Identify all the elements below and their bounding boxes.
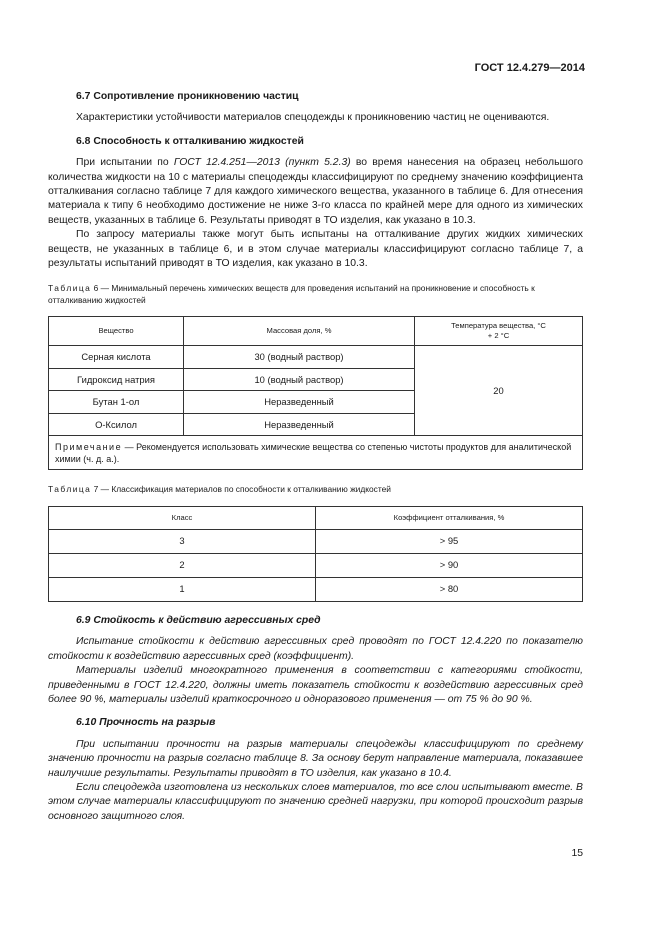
table-row	[49, 553, 583, 577]
table-7-caption	[48, 484, 583, 496]
cell: 10 (водный раствор)	[184, 368, 415, 391]
paragraph: Материалы изделий многократного применения в соответствии с категориями стойкости, приведенными в ГОСТ 12.4.220, должны иметь показатель стойкости к воздействию агрессивных сред более 90 %, материалы изделий краткосрочного и одноразового применения — от 75 % до 90 %.	[48, 665, 583, 705]
header-cell: Массовая доля, %	[184, 317, 415, 346]
table-row	[49, 346, 583, 369]
cell: 30 (водный раствор)	[184, 346, 415, 369]
cell: > 90	[316, 553, 583, 577]
section-title: 6.9 Стойкость к действию агрессивных сред	[76, 614, 321, 626]
paragraph: Испытание стойкости к действию агрессивных сред проводят по ГОСТ 12.4.220 по показателю стойкости к воздействию агрессивных сред (коэффициент).	[48, 636, 583, 662]
cell: Неразведенный	[184, 413, 415, 436]
cell: 2	[49, 553, 316, 577]
paragraph: Если спецодежда изготовлена из нескольких слоев материалов, то все слои испытывают вместе. В этом случае материалы классифицируют по значению средней нагрузки, при которой происходит разрыв основного защитного слоя.	[48, 782, 583, 822]
section-6-10	[48, 716, 583, 824]
text-run: во время нанесения на образец небольшого количества жидкости на 10 с материалы спецодежды классифицируют по среднему значению коэффициента отталкивания согласно таблице 7 для каждого химического вещества, указанного в таблице 6. Для отнесения материала к типу 6 необходимо достижение не ниже 3-го класса по крайней мере для одного из химических веществ, указанных в таблице 6. Результаты приводят в ТО изделия, как указано в 10.3.	[48, 157, 583, 226]
cell: Бутан 1-ол	[49, 391, 184, 414]
table-header-row	[49, 506, 583, 529]
cell: Серная кислота	[49, 346, 184, 369]
caption-text: 7 — Классификация материалов по способности к отталкиванию жидкостей	[91, 484, 391, 495]
cell: > 95	[316, 529, 583, 553]
cell: О-Ксилол	[49, 413, 184, 436]
page-number: 15	[571, 848, 583, 859]
header-cell: Вещество	[49, 317, 184, 346]
section-6-7	[48, 90, 583, 126]
section-6-8	[48, 135, 583, 272]
cell: Гидроксид натрия	[49, 368, 184, 391]
text-run: При испытании по	[76, 157, 174, 169]
table-header-row	[49, 317, 583, 346]
table-6	[48, 316, 583, 470]
table-7	[48, 506, 583, 602]
paragraph: При испытании прочности на разрыв материалы спецодежды классифицируют по среднему значению прочности на разрыв согласно таблице 8. За основу берут направление материала, показавшее наилучшие результаты. Результаты приводят в ТО изделия, как указано в 10.4.	[48, 738, 583, 779]
standard-reference: ГОСТ 12.4.251—2013 (пункт 5.2.3)	[173, 157, 351, 169]
standard-code: ГОСТ 12.4.279—2014	[474, 62, 585, 74]
table-note-row	[49, 436, 583, 470]
caption-label: Таблица	[48, 283, 92, 294]
section-title: 6.7 Сопротивление проникновению частиц	[76, 91, 299, 102]
section-title: 6.10 Прочность на разрыв	[76, 717, 216, 729]
header-cell: Класс	[49, 506, 316, 529]
page-content	[48, 90, 583, 833]
paragraph: По запросу материалы также могут быть испытаны на отталкивание других жидких химических веществ, не указанных в таблице 6, и в этом случае материалы классифицируют согласно таблице 7, а результаты испытаний приводят в ТО изделия, как указано в 10.3.	[48, 229, 583, 270]
temperature-cell: 20	[415, 346, 583, 436]
table-row	[49, 529, 583, 553]
note-text: — Рекомендуется использовать химические вещества со степенью чистоты продуктов для аналитической химии (ч. д. а.).	[55, 442, 572, 465]
table-6-caption	[48, 283, 583, 306]
cell: > 80	[316, 577, 583, 601]
header-cell: Температура вещества, °С + 2 °С	[415, 317, 583, 346]
table-row	[49, 577, 583, 601]
caption-label: Таблица	[48, 484, 92, 495]
section-6-9	[48, 614, 583, 707]
paragraph: Характеристики устойчивости материалов спецодежды к проникновению частиц не оцениваются.	[76, 112, 550, 124]
note-label: Примечание	[55, 442, 123, 453]
cell: 1	[49, 577, 316, 601]
table-note	[49, 436, 583, 470]
paragraph	[48, 156, 583, 228]
cell: Неразведенный	[184, 391, 415, 414]
header-cell: Коэффициент отталкивания, %	[316, 506, 583, 529]
cell: 3	[49, 529, 316, 553]
section-title: 6.8 Способность к отталкиванию жидкостей	[76, 135, 304, 147]
caption-text: 6 — Минимальный перечень химических веществ для проведения испытаний на проникновение и способность к отталкиванию жидкостей	[48, 283, 535, 305]
